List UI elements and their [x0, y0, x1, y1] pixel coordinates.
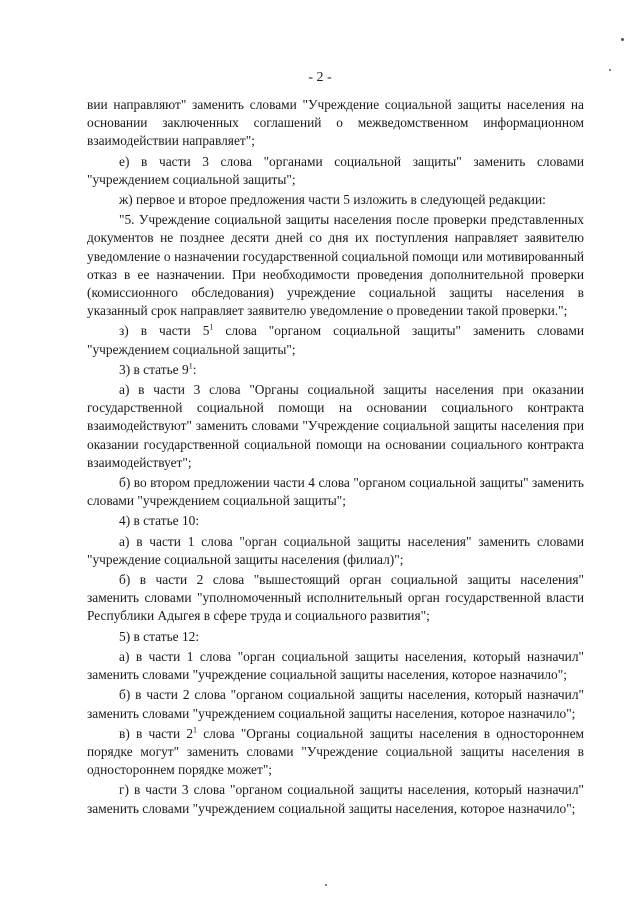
paragraph: г) в части 3 слова "органом социальной защиты населения, который назначил" заменить словами "учреждением социальной защиты населения, которое назначило";: [87, 782, 584, 816]
paragraph: б) в части 2 слова "органом социальной защиты населения, который назначил" заменить словами "учреждением социальной защиты населения, которое назначило";: [87, 687, 584, 721]
paragraph: "5. Учреждение социальной защиты населения после проверки представленных документов не позднее десяти дней со дня их поступления направляет заявителю уведомление о назначении государственной социальной помощи или мотивированный отказ в ее назначении. При необходимости проведения дополнительной проверки (комиссионного обследования) учреждение социальной защиты населения в указанный срок направляет заявителю уведомление о проведении такой проверки.";: [87, 212, 584, 319]
paragraph: ж) первое и второе предложения части 5 изложить в следующей редакции:: [119, 192, 546, 208]
document-body: [87, 96, 584, 818]
paragraph: 3) в статье $9^1$:: [119, 361, 197, 377]
paragraph: б) во втором предложении части 4 слова "органом социальной защиты" заменить словами "учреждением социальной защиты";: [87, 475, 584, 509]
superscript: 1: [193, 725, 198, 735]
paragraph: б) в части 2 слова "вышестоящий орган социальной защиты населения" заменить словами "уполномоченный исполнительный орган государственной власти Республики Адыгея в сфере труда и социального развития";: [87, 572, 584, 624]
paragraph: в) в части $2^1$ слова "Органы социальной защиты населения в одностороннем порядке могут" заменить словами "Учреждение социальной защиты населения в одностороннем порядке может";: [87, 725, 585, 778]
paragraph: вии направляют" заменить словами "Учреждение социальной защиты населения на основании заключенных соглашений о межведомственном информационном взаимодействии направляет";: [87, 97, 584, 149]
paragraph: 5) в статье 12:: [119, 628, 200, 644]
paragraph: з) в части $5^1$ слова "органом социальной защиты" заменить словами "учреждением социальной защиты";: [87, 322, 584, 357]
paragraph: а) в части 3 слова "Органы социальной защиты населения при оказании государственной социальной помощи на основании социального контракта взаимодействуют" заменить словами "Учреждение социальной защиты населения при оказании государственной социальной помощи на основании социального контракта взаимодействует";: [87, 382, 584, 470]
paragraph: е) в части 3 слова "органами социальной защиты" заменить словами "учреждением социальной защиты";: [87, 153, 584, 187]
paragraph: а) в части 1 слова "орган социальной защиты населения, который назначил" заменить словами "учреждение социальной защиты населения, которое назначило";: [87, 648, 584, 683]
paragraph: а) в части 1 слова "орган социальной защиты населения" заменить словами "учреждение социальной защиты населения (филиал)";: [87, 533, 584, 567]
paragraph: 4) в статье 10:: [119, 513, 200, 529]
page-number: - 2 -: [308, 70, 332, 85]
superscript: 1: [188, 361, 193, 371]
superscript: 1: [209, 322, 214, 332]
